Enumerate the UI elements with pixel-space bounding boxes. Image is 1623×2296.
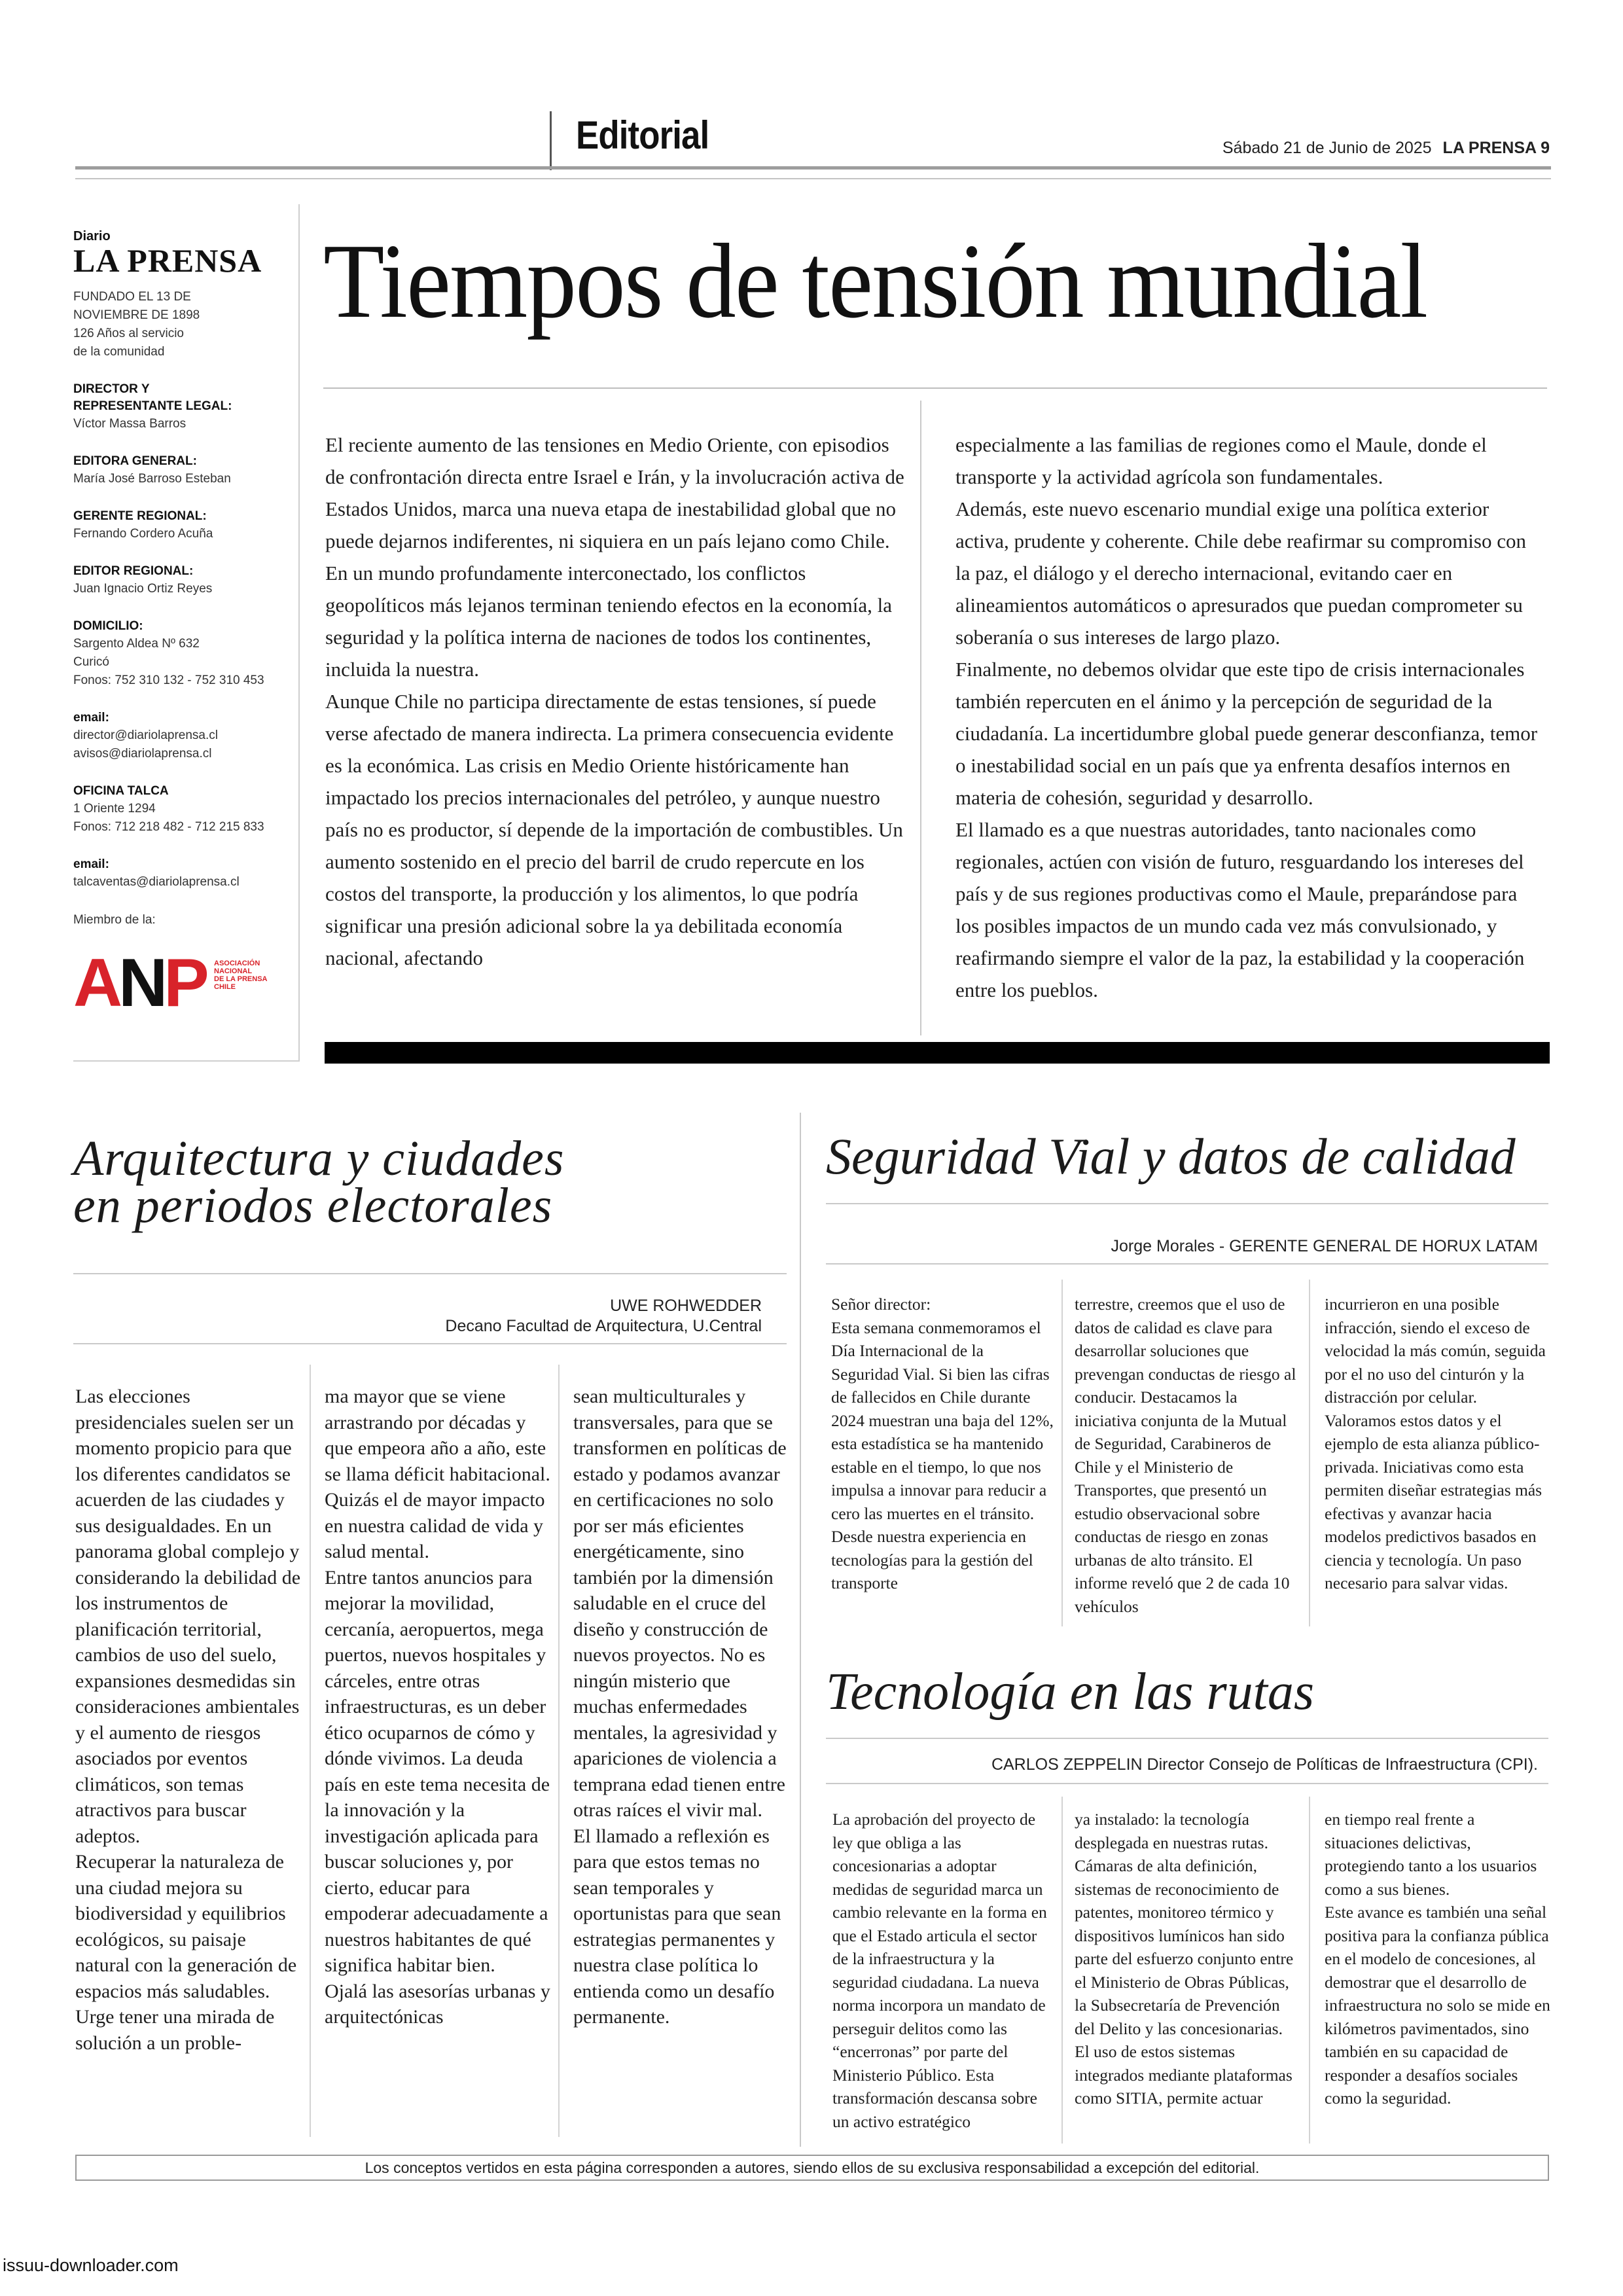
architecture-title-line-1: Arquitectura y ciudades	[73, 1131, 565, 1186]
masthead-small: Diario	[73, 229, 111, 243]
sidebar	[73, 229, 296, 1021]
safety-paragraph: Desde nuestra experiencia en tecnologías para la gestión del transporte	[831, 1527, 1033, 1592]
editorial-column-1	[325, 429, 904, 974]
tech-paragraph: La aprobación del proyecto de ley que obliga a las concesionarias a adoptar medidas de seguridad marca un cambio relevante en la forma en que el Estado articula el sector de la infraestructura y la seguridad ciudadana. La nueva norma incorpora un mandato de perseguir delitos como las “encerronas” por parte del Ministerio Público. Esta transformación descansa sobre un activo estratégico	[832, 1810, 1047, 2131]
editorial-paragraph: Finalmente, no debemos olvidar que este tipo de crisis internacionales también repercuten en el ánimo y la percepción de seguridad de la ciudadanía. La incertidumbre global puede generar desconfianza, temor o inestabilidad social en un país que ya enfrenta desafíos internos en materia de cohesión, seguridad y desarrollo.	[955, 658, 1538, 809]
staff-label: GERENTE REGIONAL:	[73, 509, 207, 523]
safety-author: Jorge Morales - GERENTE GENERAL DE HORUX LATAM	[1111, 1237, 1538, 1255]
masthead-logo: LA PRENSA	[73, 242, 262, 279]
architecture-paragraph: sean multiculturales y transversales, para que se transformen en políticas de estado y podamos avanzar en certificaciones no solo por ser más eficientes energéticamente, sino también por la dimensión saludable en el cruce del diseño y construcción de nuevos proyectos. No es ningún misterio que muchas enfermedades mentales, la agresividad y apariciones de violencia a temprana edad tienen entre otras raíces el vivir mal.	[573, 1386, 787, 1821]
architecture-column-2	[325, 1384, 550, 2030]
safety-byline-rule	[826, 1263, 1548, 1265]
safety-paragraph: Señor director:	[831, 1295, 931, 1314]
architecture-byline-rule	[73, 1343, 787, 1344]
editorial-title-rule	[323, 387, 1547, 389]
sidebar-divider	[298, 204, 300, 1062]
editorial-column-2	[955, 429, 1544, 1006]
tech-column-2	[1075, 1808, 1300, 2110]
staff-label: EDITOR REGIONAL:	[73, 564, 194, 578]
lower-page-divider	[800, 1113, 801, 2147]
tech-column-divider	[1061, 1797, 1063, 2144]
tech-title-rule	[826, 1738, 1548, 1739]
tech-column-3	[1325, 1808, 1550, 2110]
architecture-column-1	[75, 1384, 301, 2056]
founded-note: FUNDADO EL 13 DE NOVIEMBRE DE 1898 126 Años al servicio de la comunidad	[73, 290, 200, 359]
architecture-author-role: Decano Facultad de Arquitectura, U.Central	[445, 1317, 762, 1335]
safety-paragraph: incurrieron en una posible infracción, siendo el exceso de velocidad la más común, seguida por el no uso del cinturón y la distracción por celular. Valoramos estos datos y el ejemplo de esta alianza público-privada. Iniciativas como esta permiten diseñar estrategias más efectivas y avanzar hacia modelos predictivos basados en ciencia y tecnología. Un paso necesario para salvar vidas.	[1325, 1295, 1546, 1592]
architecture-paragraph: ma mayor que se viene arrastrando por décadas y que empeora año a año, este se llama déficit habitacional. Quizás el de mayor impacto en nuestra calidad de vida y salud mental.	[325, 1386, 550, 1562]
staff-value: Víctor Massa Barros	[73, 417, 187, 431]
architecture-title	[73, 1131, 565, 1233]
tech-column-divider	[1309, 1797, 1310, 2144]
tech-paragraph: El uso de estos sistemas integrados mediante plataformas como SITIA, permite actuar	[1075, 2042, 1293, 2108]
editorial-paragraph: especialmente a las familias de regiones como el Maule, donde el transporte y la actividad agrícola son fundamentales.	[955, 433, 1487, 488]
disclaimer-text: Los conceptos vertidos en esta página corresponden a autores, siendo ellos de su exclusiva responsabilidad a excepción del editorial.	[365, 2159, 1260, 2176]
safety-title-rule	[826, 1203, 1548, 1204]
tech-byline-rule	[826, 1783, 1548, 1784]
staff-value: director@diariolaprensa.cl avisos@diariolaprensa.cl	[73, 728, 218, 761]
header-rule-thin	[75, 178, 1551, 179]
architecture-author: UWE ROHWEDDER	[610, 1297, 762, 1315]
safety-title: Seguridad Vial y datos de calidad	[826, 1128, 1516, 1185]
staff-value: Fernando Cordero Acuña	[73, 527, 213, 541]
anp-logo-mark: ANP	[73, 945, 205, 1021]
safety-column-divider	[1309, 1280, 1310, 1626]
safety-column-1	[831, 1293, 1054, 1595]
editorial-paragraph: Aunque Chile no participa directamente de estas tensiones, sí puede verse afectado de manera indirecta. La primera consecuencia evidente es la económica. Las crisis en Medio Oriente históricamente han impactado los precios internacionales del petróleo, y aunque nuestro país no es productor, sí depende de la importación de combustibles. Un aumento sostenido en el precio del barril de crudo repercute en los costos del transporte, la producción y los alimentos, lo que podría significar una presión adicional sobre la ya debilitada economía nacional, afectando	[325, 690, 903, 969]
editorial-paragraph: El reciente aumento de las tensiones en Medio Oriente, con episodios de confrontación directa entre Israel e Irán, y la involucración activa de Estados Unidos, marca una nueva etapa de inestabilidad global que no puede dejarnos indiferentes, ni siquiera en un país lejano como Chile. En un mundo profundamente interconectado, los conflictos geopolíticos más lejanos terminan teniendo efectos en la economía, la seguridad y la política interna de naciones de todos los continentes, incluida la nuestra.	[325, 433, 904, 681]
staff-label: DIRECTOR Y REPRESENTANTE LEGAL:	[73, 382, 232, 413]
safety-paragraph: Esta semana conmemoramos el Día Internacional de la Seguridad Vial. Si bien las cifras de fallecidos en Chile durante 2024 muestran una baja del 12%, esta estadística se ha mantenido estable en el tiempo, lo que nos impulsa a innovar para reducir a cero las muertes en el tránsito.	[831, 1318, 1054, 1523]
staff-label: email:	[73, 857, 109, 871]
editorial-title: Tiempos de tensión mundial	[323, 223, 1427, 340]
sidebar-bottom-rule	[73, 1060, 298, 1062]
architecture-paragraph: El llamado a reflexión es para que estos temas no sean temporales y oportunistas para que sean estrategias permanentes y nuestra clase política lo entienda como un desafío permanente.	[573, 1825, 781, 2028]
staff-label: DOMICILIO:	[73, 619, 143, 633]
editorial-paragraph: El llamado es a que nuestras autoridades, tanto nacionales como regionales, actúen con visión de futuro, resguardando los intereses del país y de sus regiones productivas como el Maule, preparándose para los posibles impactos de un mundo cada vez más convulsionado, y reafirmando siempre el valor de la paz, la estabilidad y la cooperación entre los pueblos.	[955, 818, 1525, 1001]
header-rule	[75, 166, 1551, 170]
architecture-paragraph: Las elecciones presidenciales suelen ser un momento propicio para que los diferentes candidatos se acuerden de las ciudades y sus desigualdades. En un panorama global complejo y considerando la debilidad de los instrumentos de planificación territorial, cambios de uso del suelo, expansiones desmedidas sin consideraciones ambientales y el aumento de riesgos asociados por eventos climáticos, son temas atractivos para buscar adeptos.	[75, 1386, 301, 1847]
safety-column-3	[1325, 1293, 1550, 1595]
architecture-column-divider	[310, 1365, 311, 2137]
architecture-title-rule	[73, 1273, 787, 1274]
editorial-paragraph: Además, este nuevo escenario mundial exige una política exterior activa, prudente y coherente. Chile debe reafirmar su compromiso con la paz, el diálogo y el derecho internacional, evitando caer en alineamientos automáticos o apresurados que puedan comprometer su soberanía o sus intereses de largo plazo.	[955, 497, 1526, 649]
safety-column-divider	[1061, 1280, 1063, 1626]
tech-paragraph: Este avance es también una señal positiva para la confianza pública en el modelo de concesiones, al demostrar que el desarrollo de infraestructura no solo se mide en kilómetros pavimentados, sino también en su capacidad de responder a desafíos sociales como la seguridad.	[1325, 1903, 1550, 2108]
architecture-title-line-2: en periodos electorales	[73, 1178, 553, 1233]
watermark: issuu-downloader.com	[3, 2255, 179, 2275]
tech-paragraph: ya instalado: la tecnología desplegada en nuestras rutas. Cámaras de alta definición, sistemas de reconocimiento de patentes, monitoreo térmico y dispositivos lumínicos han sido parte del esfuerzo conjunto entre el Ministerio de Obras Públicas, la Subsecretaría de Prevención del Delito y las concesionarias.	[1075, 1810, 1294, 2038]
architecture-paragraph: Entre tantos anuncios para mejorar la movilidad, cercanía, aeropuertos, mega puertos, nuevos hospitales y cárceles, entre otras infraestructuras, es un deber ético ocuparnos de cómo y dónde vivimos. La deuda país en este tema necesita de la innovación y la investigación aplicada para buscar soluciones y, por cierto, educar para empoderar adecuadamente a nuestros habitantes de qué significa habitar bien.	[325, 1566, 550, 1976]
tech-author: CARLOS ZEPPELIN Director Consejo de Políticas de Infraestructura (CPI).	[991, 1755, 1538, 1774]
staff-label: EDITORA GENERAL:	[73, 454, 197, 468]
tech-paragraph: en tiempo real frente a situaciones delictivas, protegiendo tanto a los usuarios como a sus bienes.	[1325, 1810, 1537, 1899]
staff-label: OFICINA TALCA	[73, 784, 169, 798]
staff-value: 1 Oriente 1294 Fonos: 712 218 482 - 712 215 833	[73, 802, 264, 834]
tech-column-1	[832, 1808, 1055, 2133]
page-number: LA PRENSA 9	[1442, 139, 1550, 157]
staff-value: Sargento Aldea Nº 632 Curicó Fonos: 752 310 132 - 752 310 453	[73, 637, 264, 687]
staff-value: María José Barroso Esteban	[73, 472, 231, 486]
anp-caption: ASOCIACIÓN NACIONAL DE LA PRENSA CHILE	[214, 960, 268, 991]
staff-value: Juan Ignacio Ortiz Reyes	[73, 582, 213, 596]
section-title: Editorial	[576, 113, 709, 157]
architecture-byline	[445, 1296, 762, 1336]
issue-date: Sábado 21 de Junio de 2025	[1222, 139, 1432, 157]
header-divider	[550, 111, 552, 170]
tech-title: Tecnología en las rutas	[826, 1663, 1314, 1721]
anp-logo	[73, 945, 296, 1021]
architecture-column-3	[573, 1384, 789, 2030]
header-date-line	[1222, 139, 1550, 158]
editorial-bottom-bar	[325, 1042, 1550, 1064]
architecture-paragraph: Ojalá las asesorías urbanas y arquitectónicas	[325, 1980, 550, 2028]
architecture-paragraph: Recuperar la naturaleza de una ciudad mejora su biodiversidad y equilibrios ecológicos, su paisaje natural con la generación de espacios más saludables. Urge tener una mirada de solución a un proble-	[75, 1851, 297, 2054]
disclaimer-box	[75, 2155, 1549, 2181]
staff-label: email:	[73, 711, 109, 725]
safety-column-2	[1075, 1293, 1300, 1618]
member-label: Miembro de la:	[73, 913, 156, 927]
staff-list	[73, 381, 296, 891]
architecture-column-divider	[558, 1365, 560, 2137]
safety-paragraph: terrestre, creemos que el uso de datos de calidad es clave para desarrollar soluciones que prevengan conductas de riesgo al conducir. Destacamos la iniciativa conjunta de la Mutual de Seguridad, Carabineros de Chile y el Ministerio de Transportes, que presentó un estudio observacional sobre conductas de riesgo en zonas urbanas de alto tránsito. El informe reveló que 2 de cada 10 vehículos	[1075, 1295, 1296, 1616]
editorial-column-divider	[920, 401, 921, 1035]
staff-value: talcaventas@diariolaprensa.cl	[73, 875, 240, 889]
